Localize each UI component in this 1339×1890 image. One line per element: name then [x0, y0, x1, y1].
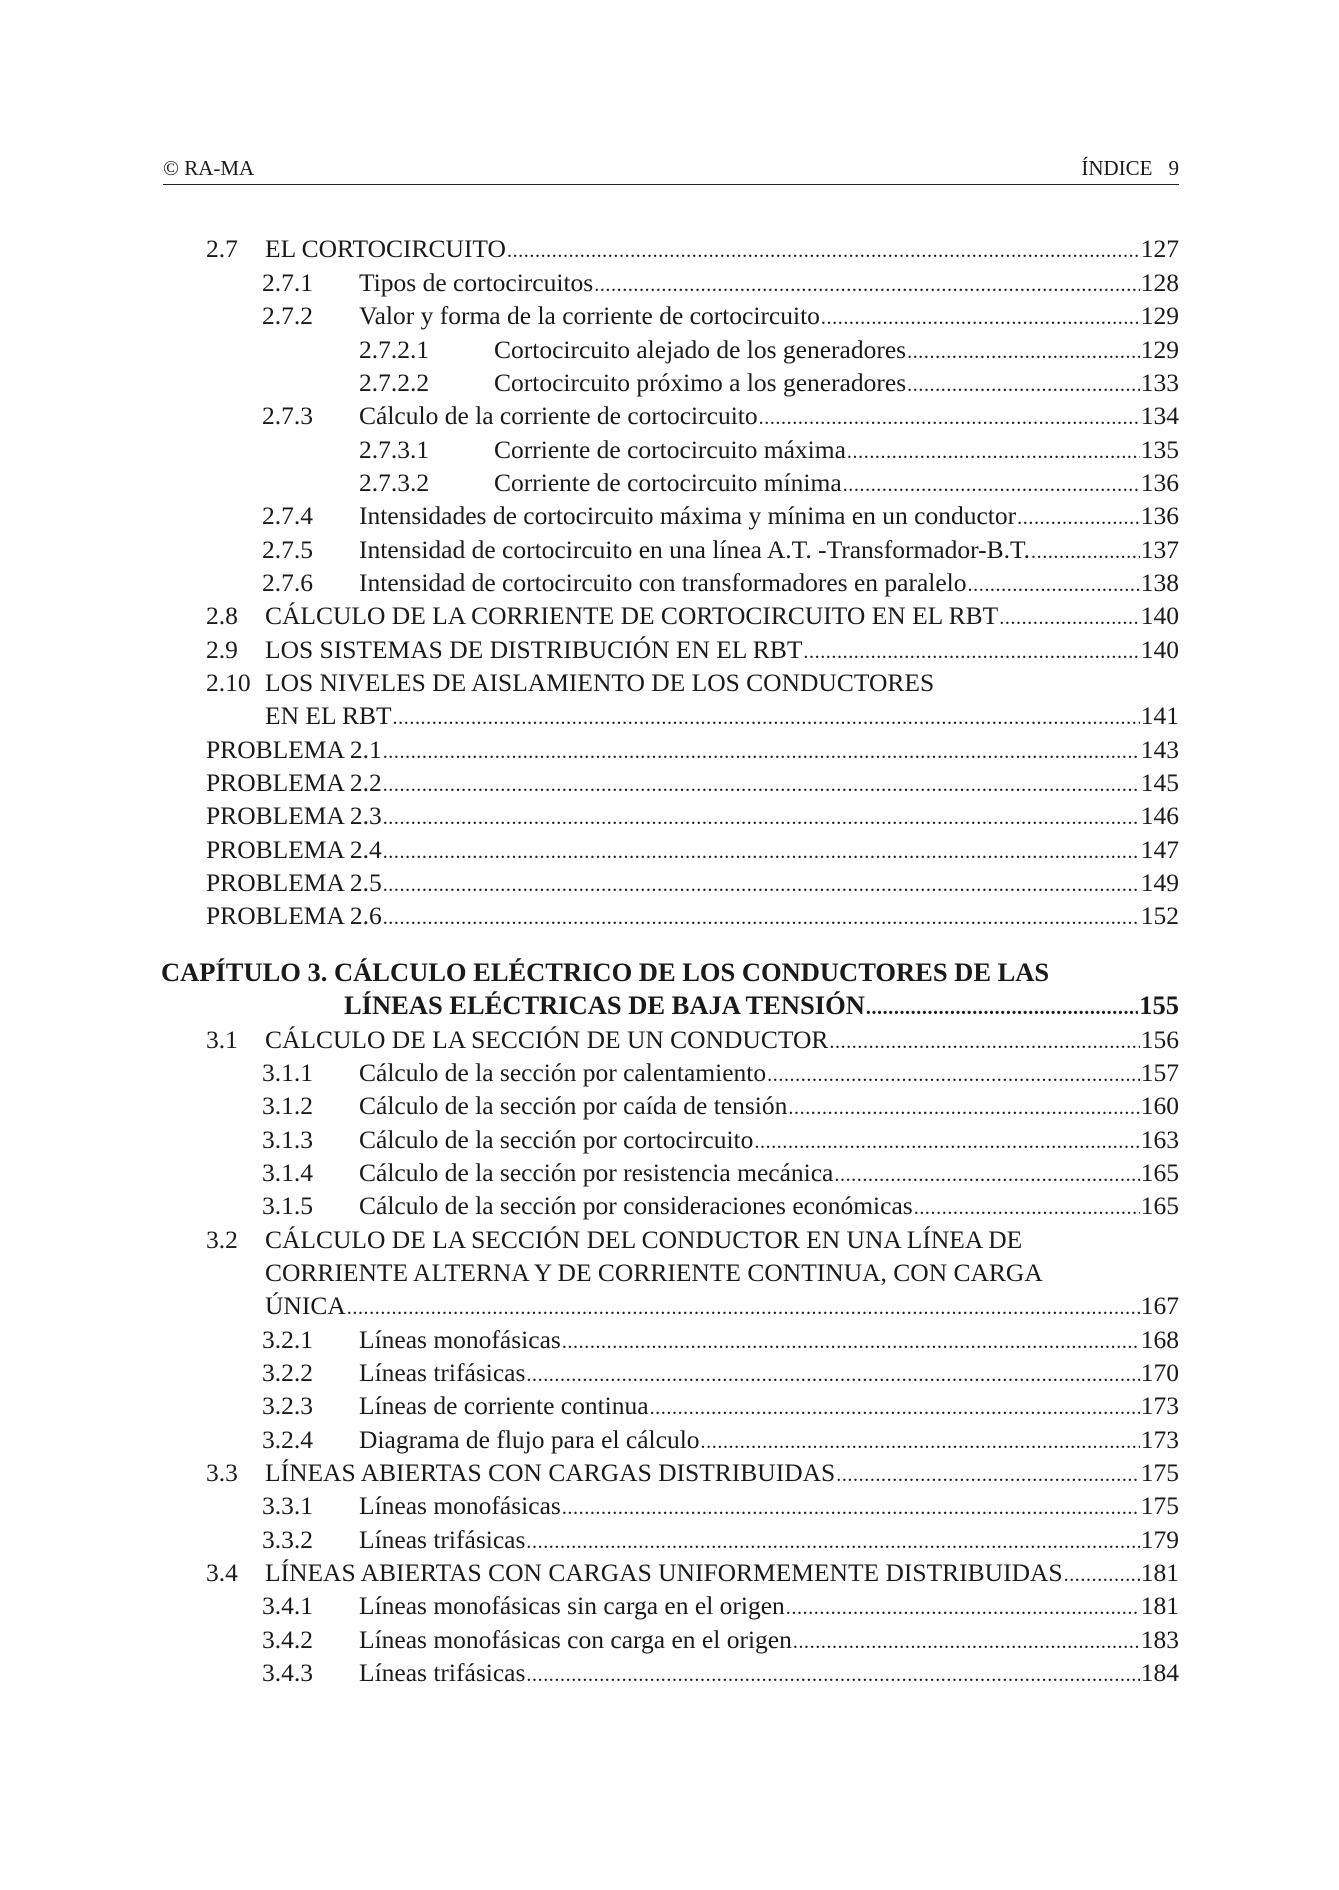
- toc-entry: [0, 866, 1179, 899]
- toc-entry: [0, 599, 1179, 632]
- entry-title: Diagrama de flujo para el cálculo: [359, 1425, 700, 1454]
- dot-leader: [907, 369, 1140, 402]
- entry-page-number: 184: [1140, 1658, 1179, 1687]
- entry-number: 3.3.2: [262, 1525, 313, 1554]
- dot-leader: [383, 902, 1140, 935]
- entry-page-number: 173: [1140, 1391, 1179, 1420]
- dot-leader: [701, 1426, 1140, 1459]
- dot-leader: [383, 802, 1140, 835]
- entry-number: 3.1: [206, 1025, 238, 1054]
- dot-leader: [383, 736, 1140, 769]
- entry-title: PROBLEMA 2.6: [206, 901, 382, 930]
- entry-title: Corriente de cortocircuito máxima: [494, 435, 846, 464]
- entry-title: CÁLCULO DE LA SECCIÓN DE UN CONDUCTOR: [265, 1025, 829, 1054]
- entry-page-number: 127: [1140, 234, 1179, 263]
- entry-page-number: 147: [1140, 835, 1179, 864]
- toc-entry: [0, 1623, 1179, 1656]
- entry-number: 3.4: [206, 1558, 238, 1587]
- toc-entry: [0, 699, 1179, 732]
- dot-leader: [759, 402, 1140, 435]
- toc-entry: [0, 1323, 1179, 1356]
- entry-title: CAPÍTULO 3. CÁLCULO ELÉCTRICO DE LOS CONDUCTORES DE LAS: [161, 957, 1050, 987]
- entry-page-number: 146: [1140, 801, 1179, 830]
- entry-page-number: 129: [1140, 301, 1179, 330]
- entry-page-number: 163: [1140, 1125, 1179, 1154]
- toc-entry: [0, 1023, 1179, 1056]
- entry-title: LÍNEAS ABIERTAS CON CARGAS DISTRIBUIDAS: [265, 1458, 836, 1487]
- entry-number: 3.1.4: [262, 1158, 313, 1187]
- entry-title: Cortocircuito alejado de los generadores: [494, 335, 907, 364]
- dot-leader: [847, 436, 1140, 469]
- toc-entry: [0, 766, 1179, 799]
- entry-title: PROBLEMA 2.4: [206, 835, 382, 864]
- entry-page-number: 143: [1140, 735, 1179, 764]
- dot-leader: [999, 602, 1140, 635]
- entry-number: 3.1.5: [262, 1191, 313, 1220]
- dot-leader: [526, 1659, 1139, 1692]
- entry-number: 3.1.1: [262, 1058, 313, 1087]
- entry-number: 2.7.2.2: [359, 368, 430, 397]
- toc-entry: [0, 1356, 1179, 1389]
- entry-page-number: 138: [1140, 568, 1179, 597]
- entry-page-number: 136: [1140, 501, 1179, 530]
- toc-entry: [0, 499, 1179, 532]
- entry-number: 2.7.5: [262, 535, 313, 564]
- entry-number: 2.8: [206, 601, 238, 630]
- dot-leader: [526, 1359, 1139, 1392]
- entry-page-number: 156: [1140, 1025, 1179, 1054]
- toc-entry: [0, 333, 1179, 366]
- dot-leader: [829, 1026, 1139, 1059]
- toc-entry: [0, 1589, 1179, 1622]
- entry-number: 2.9: [206, 635, 238, 664]
- toc-entry: [0, 1456, 1179, 1489]
- entry-number: 3.2: [206, 1225, 238, 1254]
- entry-title: Líneas monofásicas: [359, 1491, 561, 1520]
- entry-title: Cálculo de la sección por caída de tensión: [359, 1091, 788, 1120]
- chapter-heading-line: [0, 956, 1179, 989]
- entry-title: Cortocircuito próximo a los generadores: [494, 368, 907, 397]
- toc-entry: [0, 1189, 1179, 1222]
- toc-entry: [0, 232, 1179, 265]
- dot-leader: [907, 336, 1140, 369]
- entry-title: CÁLCULO DE LA CORRIENTE DE CORTOCIRCUITO EN EL RBT: [265, 601, 999, 630]
- entry-title: Líneas trifásicas: [359, 1358, 526, 1387]
- entry-title: LOS SISTEMAS DE DISTRIBUCIÓN EN EL RBT: [265, 635, 803, 664]
- entry-title: Intensidad de cortocircuito en una línea A.T. -Transformador-B.T.: [359, 535, 1031, 564]
- entry-title: Líneas trifásicas: [359, 1658, 526, 1687]
- toc-entry: [0, 833, 1179, 866]
- toc-entry: [0, 1489, 1179, 1522]
- entry-title: Cálculo de la sección por consideraciones económicas: [359, 1191, 913, 1220]
- entry-title: Líneas monofásicas: [359, 1325, 561, 1354]
- entry-title: Cálculo de la sección por cortocircuito: [359, 1125, 754, 1154]
- dot-leader: [843, 469, 1140, 502]
- toc-entry: [0, 366, 1179, 399]
- entry-title: CORRIENTE ALTERNA Y DE CORRIENTE CONTINUA, CON CARGA: [265, 1258, 1043, 1287]
- entry-title: Intensidades de cortocircuito máxima y mínima en un conductor: [359, 501, 1017, 530]
- entry-page-number: 170: [1140, 1358, 1179, 1387]
- entry-page-number: 167: [1140, 1291, 1179, 1320]
- entry-title: Tipos de cortocircuitos: [359, 268, 594, 297]
- dot-leader: [788, 1092, 1139, 1125]
- toc-entry: [0, 799, 1179, 832]
- dot-leader: [383, 869, 1140, 902]
- toc-entry: [0, 433, 1179, 466]
- entry-page-number: 140: [1140, 601, 1179, 630]
- entry-title: Intensidad de cortocircuito con transformadores en paralelo: [359, 568, 967, 597]
- toc-entry: [0, 566, 1179, 599]
- entry-page-number: 134: [1140, 401, 1179, 430]
- entry-number: 2.10: [206, 668, 251, 697]
- entry-title: CÁLCULO DE LA SECCIÓN DEL CONDUCTOR EN UNA LÍNEA DE: [265, 1225, 1023, 1254]
- page-number: 9: [1168, 156, 1179, 180]
- dot-leader: [866, 992, 1138, 1025]
- dot-leader: [968, 569, 1140, 602]
- dot-leader: [383, 836, 1140, 869]
- entry-page-number: 140: [1140, 635, 1179, 664]
- entry-number: 3.1.2: [262, 1091, 313, 1120]
- dot-leader: [393, 702, 1140, 735]
- entry-number: 3.3.1: [262, 1491, 313, 1520]
- entry-number: 3.2.4: [262, 1425, 313, 1454]
- dot-leader: [1031, 536, 1140, 569]
- entry-title: Líneas monofásicas sin carga en el origen: [359, 1591, 785, 1620]
- dot-leader: [507, 235, 1140, 268]
- entry-number: 3.4.2: [262, 1625, 313, 1654]
- entry-page-number: 136: [1140, 468, 1179, 497]
- entry-number: 3.3: [206, 1458, 238, 1487]
- entry-page-number: 137: [1140, 535, 1179, 564]
- entry-number: 2.7.3.1: [359, 435, 430, 464]
- entry-page-number: 175: [1140, 1458, 1179, 1487]
- entry-title: PROBLEMA 2.3: [206, 801, 382, 830]
- entry-title: PROBLEMA 2.5: [206, 868, 382, 897]
- entry-page-number: 155: [1139, 990, 1179, 1020]
- entry-title: EL CORTOCIRCUITO: [265, 234, 506, 263]
- dot-leader: [562, 1326, 1140, 1359]
- toc-entry: [0, 1223, 1179, 1256]
- entry-page-number: 183: [1140, 1625, 1179, 1654]
- entry-title: PROBLEMA 2.1: [206, 735, 382, 764]
- dot-leader: [803, 636, 1139, 669]
- toc-entry: [0, 1389, 1179, 1422]
- dot-leader: [754, 1126, 1139, 1159]
- toc-entry: [0, 899, 1179, 932]
- publisher-mark: © RA-MA: [163, 156, 255, 180]
- toc-entry: [0, 1523, 1179, 1556]
- entry-page-number: 165: [1140, 1191, 1179, 1220]
- dot-leader: [793, 1626, 1140, 1659]
- entry-number: 3.2.3: [262, 1391, 313, 1420]
- toc-entry: [0, 466, 1179, 499]
- entry-title: EN EL RBT: [265, 701, 392, 730]
- dot-leader: [767, 1059, 1140, 1092]
- dot-leader: [383, 769, 1140, 802]
- toc-entry: [0, 633, 1179, 666]
- toc-entry: [0, 1123, 1179, 1156]
- dot-leader: [836, 1459, 1140, 1492]
- entry-number: 2.7.2: [262, 301, 313, 330]
- toc-entry: [0, 1289, 1179, 1322]
- entry-title: ÚNICA: [265, 1291, 346, 1320]
- entry-page-number: 135: [1140, 435, 1179, 464]
- dot-leader: [821, 302, 1140, 335]
- dot-leader: [347, 1292, 1140, 1325]
- section-title: ÍNDICE: [1081, 156, 1153, 180]
- entry-page-number: 145: [1140, 768, 1179, 797]
- entry-title: PROBLEMA 2.2: [206, 768, 382, 797]
- entry-page-number: 128: [1140, 268, 1179, 297]
- entry-number: 2.7.2.1: [359, 335, 430, 364]
- entry-number: 3.4.1: [262, 1591, 313, 1620]
- entry-number: 3.2.1: [262, 1325, 313, 1354]
- toc-entry: [0, 1423, 1179, 1456]
- entry-title: LÍNEAS ELÉCTRICAS DE BAJA TENSIÓN: [344, 990, 865, 1020]
- entry-number: 3.1.3: [262, 1125, 313, 1154]
- toc-entry: [0, 299, 1179, 332]
- entry-page-number: 157: [1140, 1058, 1179, 1087]
- entry-number: 2.7: [206, 234, 238, 263]
- entry-page-number: 133: [1140, 368, 1179, 397]
- entry-number: 2.7.4: [262, 501, 313, 530]
- entry-title: Valor y forma de la corriente de cortocircuito: [359, 301, 820, 330]
- dot-leader: [1017, 502, 1140, 535]
- entry-number: 2.7.3.2: [359, 468, 430, 497]
- entry-number: 2.7.1: [262, 268, 313, 297]
- entry-title: Cálculo de la corriente de cortocircuito: [359, 401, 758, 430]
- entry-title: Líneas trifásicas: [359, 1525, 526, 1554]
- entry-page-number: 173: [1140, 1425, 1179, 1454]
- entry-number: 2.7.6: [262, 568, 313, 597]
- entry-page-number: 168: [1140, 1325, 1179, 1354]
- toc-entry: [0, 1056, 1179, 1089]
- entry-title: Líneas de corriente continua: [359, 1391, 649, 1420]
- entry-page-number: 129: [1140, 335, 1179, 364]
- dot-leader: [650, 1392, 1140, 1425]
- entry-page-number: 179: [1140, 1525, 1179, 1554]
- toc-entry: [0, 1556, 1179, 1589]
- entry-page-number: 152: [1140, 901, 1179, 930]
- toc-entry: [0, 533, 1179, 566]
- entry-number: 3.2.2: [262, 1358, 313, 1387]
- entry-title: Corriente de cortocircuito mínima: [494, 468, 842, 497]
- dot-leader: [914, 1192, 1140, 1225]
- entry-title: Cálculo de la sección por calentamiento: [359, 1058, 767, 1087]
- entry-page-number: 175: [1140, 1491, 1179, 1520]
- toc-entry: [0, 1156, 1179, 1189]
- toc-entry: [0, 733, 1179, 766]
- entry-page-number: 181: [1140, 1591, 1179, 1620]
- toc-entry: [0, 266, 1179, 299]
- toc-entry: [0, 1656, 1179, 1689]
- entry-number: 3.4.3: [262, 1658, 313, 1687]
- entry-title: LOS NIVELES DE AISLAMIENTO DE LOS CONDUCTORES: [265, 668, 935, 697]
- dot-leader: [786, 1592, 1140, 1625]
- dot-leader: [526, 1526, 1139, 1559]
- dot-leader: [594, 269, 1140, 302]
- toc-entry: [0, 399, 1179, 432]
- entry-page-number: 149: [1140, 868, 1179, 897]
- entry-page-number: 160: [1140, 1091, 1179, 1120]
- toc-entry: [0, 1256, 1179, 1289]
- entry-title: Cálculo de la sección por resistencia mecánica: [359, 1158, 834, 1187]
- toc-entry: [0, 666, 1179, 699]
- dot-leader: [562, 1492, 1140, 1525]
- entry-title: LÍNEAS ABIERTAS CON CARGAS UNIFORMEMENTE DISTRIBUIDAS: [265, 1558, 1063, 1587]
- entry-number: 2.7.3: [262, 401, 313, 430]
- dot-leader: [834, 1159, 1139, 1192]
- entry-page-number: 141: [1140, 701, 1179, 730]
- entry-title: Líneas monofásicas con carga en el origen: [359, 1625, 792, 1654]
- dot-leader: [1064, 1559, 1140, 1592]
- toc-entry: [0, 1089, 1179, 1122]
- entry-page-number: 165: [1140, 1158, 1179, 1187]
- chapter-heading-line: [0, 989, 1179, 1022]
- entry-page-number: 181: [1140, 1558, 1179, 1587]
